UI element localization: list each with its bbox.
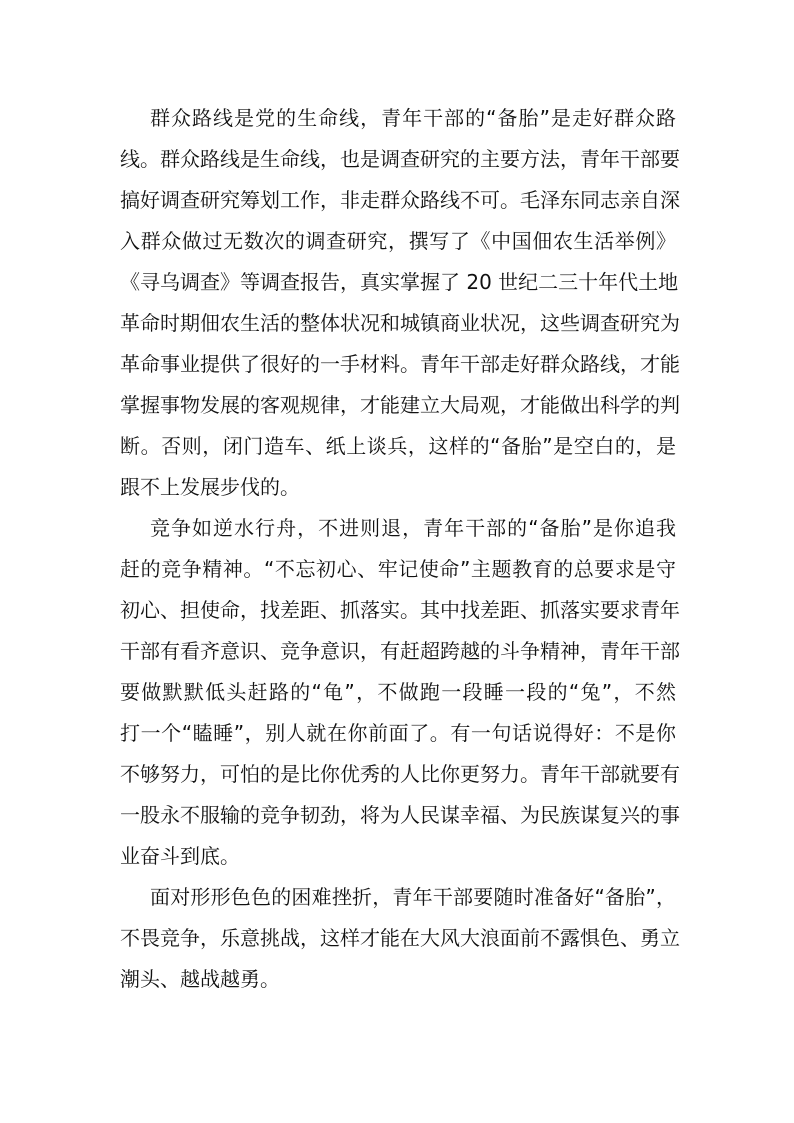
text-line: 潮头、越战越勇。 xyxy=(120,967,280,991)
text-line: 初心、担使命，找差距、抓落实。其中找差距、抓落实要求青年 xyxy=(120,598,680,622)
text-line: 线。群众路线是生命线，也是调查研究的主要方法，青年干部要 xyxy=(120,147,680,171)
text-line: 要做默默低头赶路的“龟”，不做跑一段睡一段的“兔”，不然 xyxy=(120,680,676,704)
text-line: 跟不上发展步伐的。 xyxy=(120,475,300,499)
text-line: 断。否则，闭门造车、纸上谈兵，这样的“备胎”是空白的，是 xyxy=(120,434,676,458)
paragraph-competition xyxy=(120,508,680,877)
text-line: 入群众做过无数次的调查研究，撰写了《中国佃农生活举例》 xyxy=(120,229,676,253)
text-line: 不畏竞争，乐意挑战，这样才能在大风大浪面前不露惧色、勇立 xyxy=(120,926,680,950)
text-line: 革命时期佃农生活的整体状况和城镇商业状况，这些调查研究为 xyxy=(120,311,680,335)
text-line: 革命事业提供了很好的一手材料。青年干部走好群众路线，才能 xyxy=(120,352,680,376)
article-body xyxy=(120,98,680,1000)
paragraph-difficulties xyxy=(120,877,680,1000)
text-line: 赶的竞争精神。“不忘初心、牢记使命”主题教育的总要求是守 xyxy=(120,557,676,581)
text-line: 面对形形色色的困难挫折，青年干部要随时准备好“备胎”， xyxy=(150,885,676,909)
text-line: 干部有看齐意识、竞争意识，有赶超跨越的斗争精神，青年干部 xyxy=(120,639,680,663)
text-line: 搞好调查研究筹划工作，非走群众路线不可。毛泽东同志亲自深 xyxy=(120,188,680,212)
text-line: 《寻乌调查》等调查报告，真实掌握了 20 世纪二三十年代土地 xyxy=(120,270,679,294)
text-line: 群众路线是党的生命线，青年干部的“备胎”是走好群众路 xyxy=(150,106,676,130)
text-line: 不够努力，可怕的是比你优秀的人比你更努力。青年干部就要有 xyxy=(120,762,680,786)
text-line: 一股永不服输的竞争韧劲，将为人民谋幸福、为民族谋复兴的事 xyxy=(120,803,680,827)
text-line: 业奋斗到底。 xyxy=(120,844,240,868)
text-line: 掌握事物发展的客观规律，才能建立大局观，才能做出科学的判 xyxy=(120,393,680,417)
paragraph-mass-line xyxy=(120,98,680,508)
text-line: 竞争如逆水行舟，不进则退，青年干部的“备胎”是你追我 xyxy=(150,516,676,540)
text-line: 打一个“瞌睡”，别人就在你前面了。有一句话说得好：不是你 xyxy=(120,721,676,745)
